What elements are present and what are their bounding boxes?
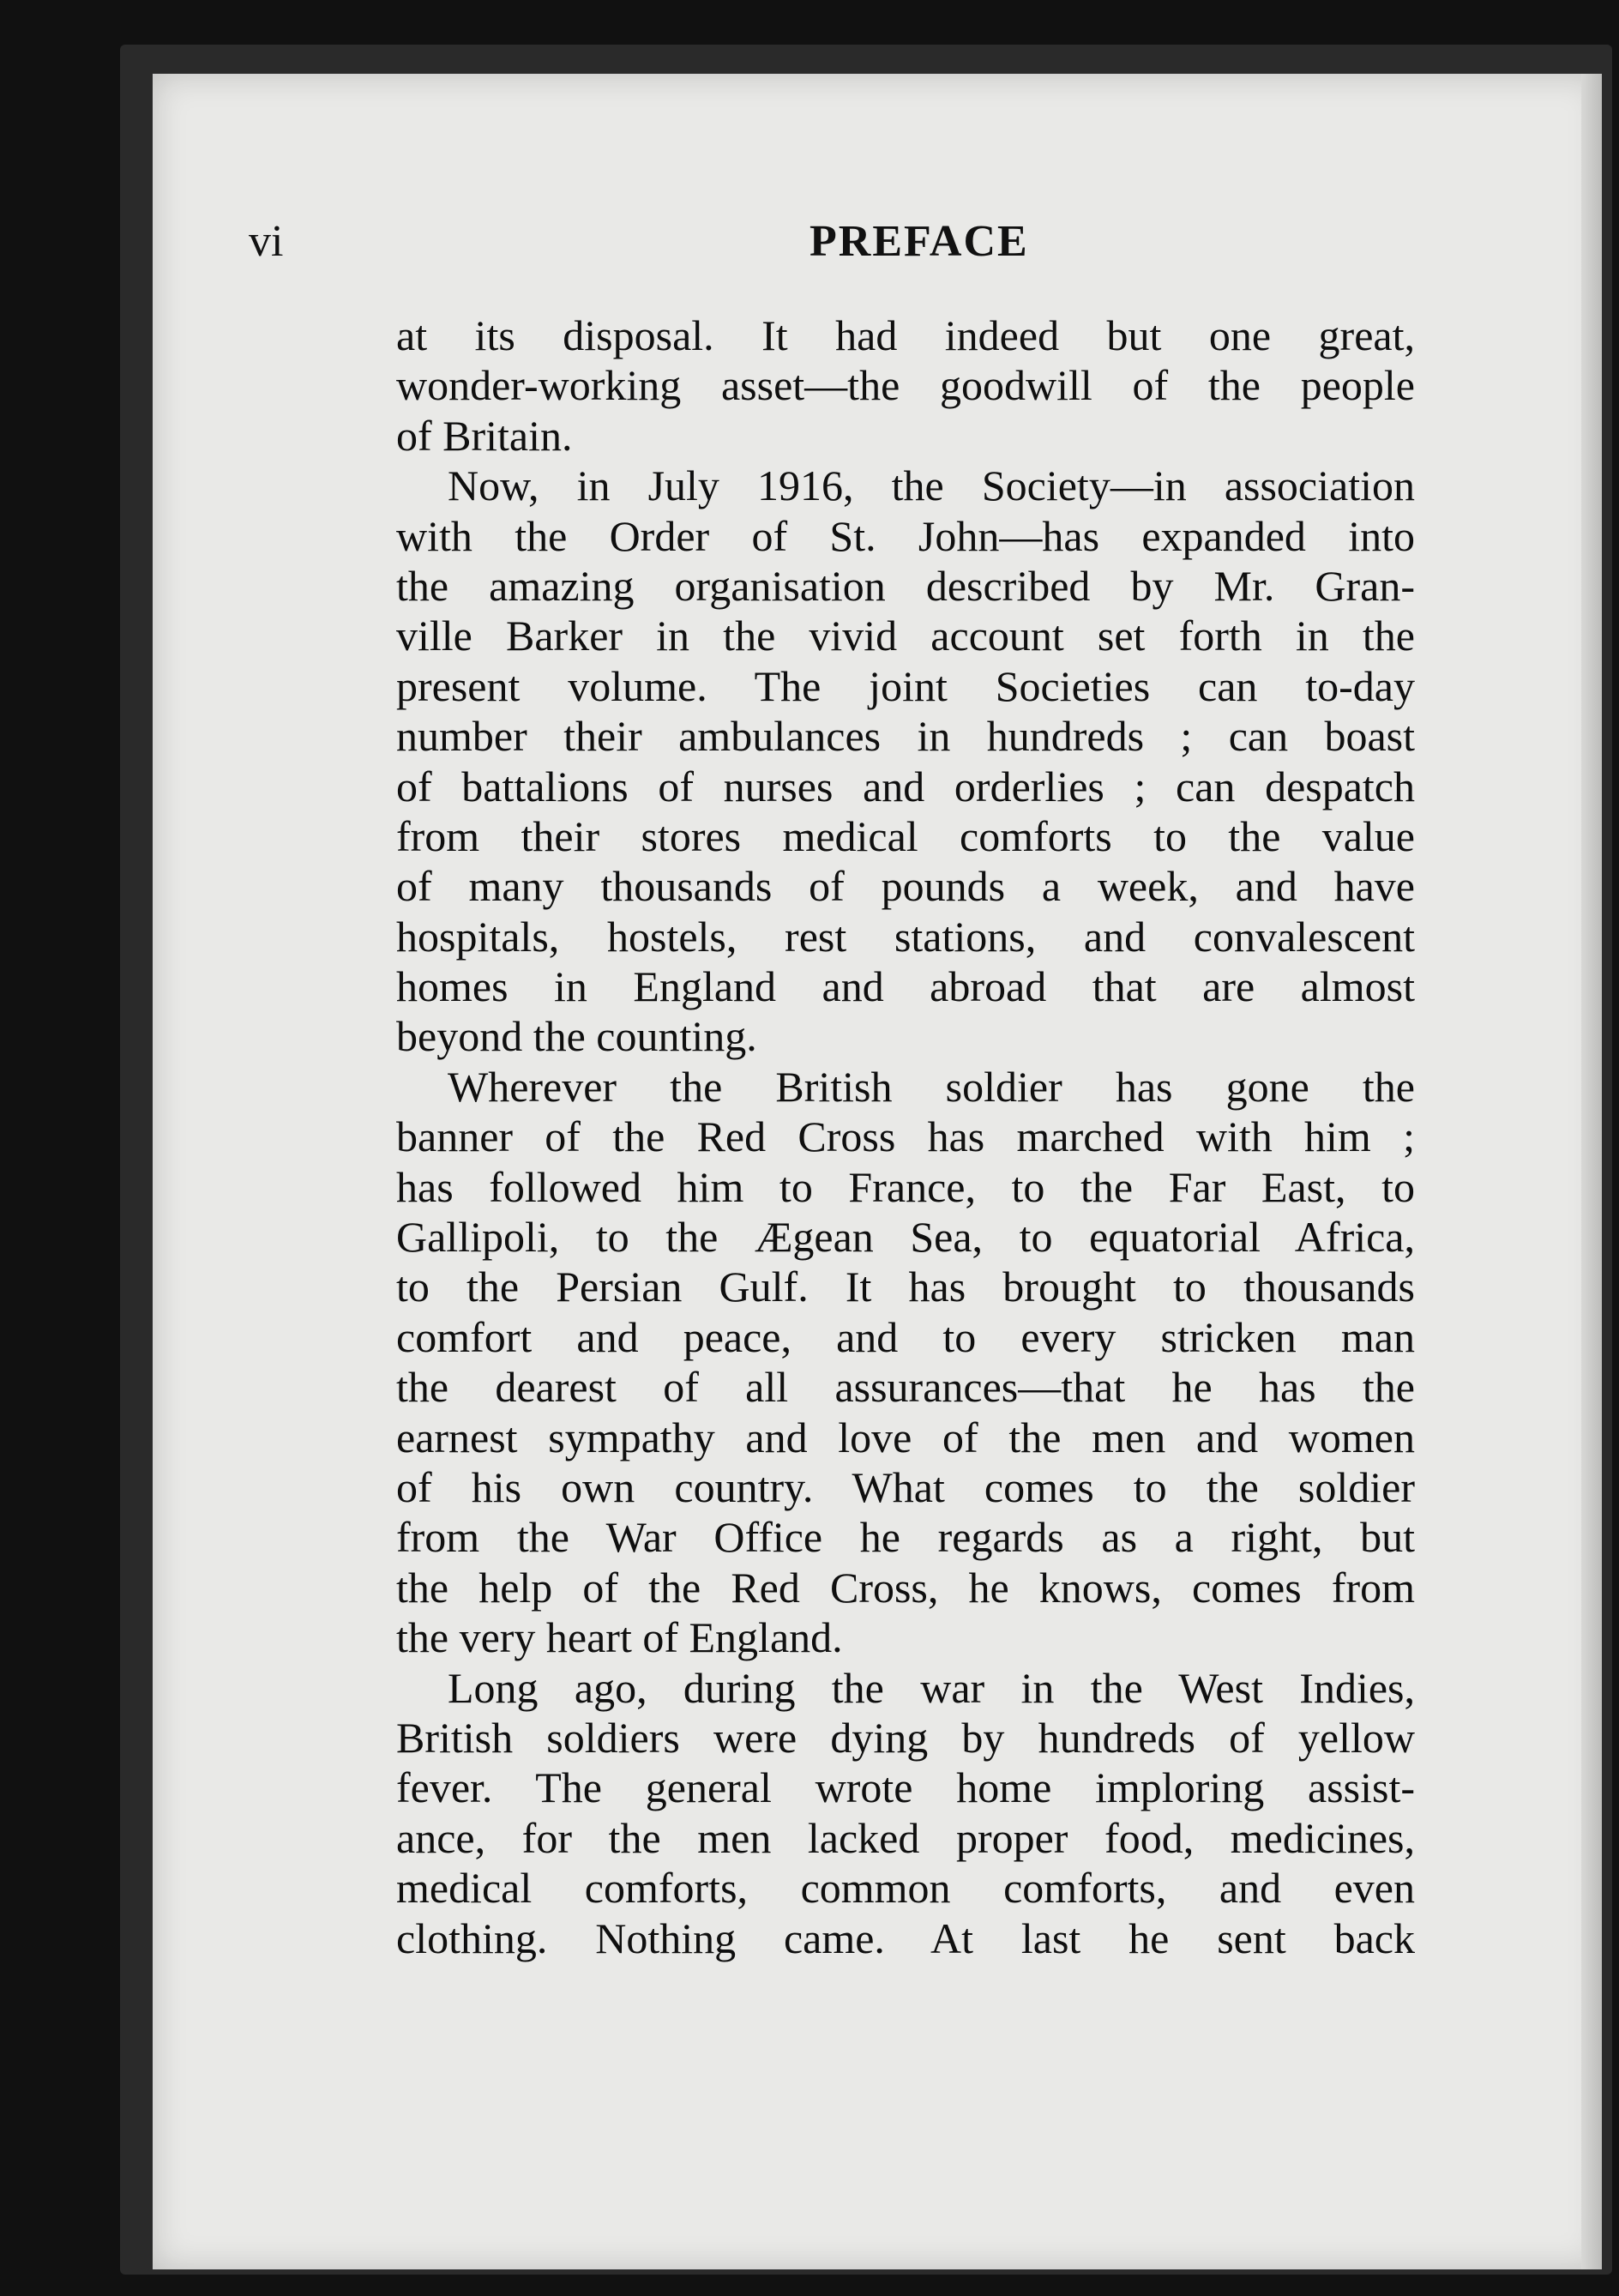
text-line: of many thousands of pounds a week, and have: [396, 862, 1415, 911]
text-line: with the Order of St. John—has expanded into: [396, 511, 1415, 560]
text-line: beyond the counting.: [396, 1012, 757, 1061]
text-line: banner of the Red Cross has marched with him ;: [396, 1112, 1415, 1161]
body-text: [396, 310, 1415, 1963]
text-line: of his own country. What comes to the soldier: [396, 1462, 1415, 1511]
text-line: clothing. Nothing came. At last he sent back: [396, 1913, 1415, 1962]
text-line: British soldiers were dying by hundreds of yellow: [396, 1713, 1415, 1762]
text-line: number their ambulances in hundreds ; can boast: [396, 712, 1415, 761]
text-line: ville Barker in the vivid account set forth in the: [396, 612, 1415, 660]
text-line: Long ago, during the war in the West Indies,: [448, 1663, 1415, 1712]
text-line: present volume. The joint Societies can to-day: [396, 661, 1415, 710]
text-line: at its disposal. It had indeed but one great,: [396, 311, 1415, 359]
page-fore-edge: [1581, 74, 1602, 2269]
text-line: of battalions of nurses and orderlies ; can despatch: [396, 762, 1415, 811]
text-line: of Britain.: [396, 411, 573, 460]
text-line: hospitals, hostels, rest stations, and convalescent: [396, 912, 1415, 961]
page-number: vi: [249, 217, 284, 266]
text-line: earnest sympathy and love of the men and women: [396, 1413, 1415, 1461]
text-line: the dearest of all assurances—that he has the: [396, 1363, 1415, 1412]
text-line: has followed him to France, to the Far East, to: [396, 1162, 1415, 1211]
text-line: homes in England and abroad that are almost: [396, 962, 1415, 1011]
text-line: the amazing organisation described by Mr. Gran-: [396, 561, 1415, 610]
text-line: the very heart of England.: [396, 1613, 843, 1662]
running-title: PREFACE: [810, 217, 1029, 266]
text-line: wonder-working asset—the goodwill of the people: [396, 361, 1415, 410]
text-line: Now, in July 1916, the Society—in association: [448, 461, 1415, 510]
text-line: medical comforts, common comforts, and even: [396, 1864, 1415, 1913]
text-line: ance, for the men lacked proper food, medicines,: [396, 1813, 1415, 1862]
text-line: comfort and peace, and to every stricken man: [396, 1312, 1415, 1361]
text-line: the help of the Red Cross, he knows, comes from: [396, 1563, 1415, 1612]
running-head: [249, 216, 1029, 276]
text-line: Gallipoli, to the Ægean Sea, to equatorial Africa,: [396, 1213, 1415, 1262]
text-line: Wherever the British soldier has gone the: [448, 1062, 1415, 1111]
text-line: fever. The general wrote home imploring assist-: [396, 1763, 1415, 1812]
text-line: to the Persian Gulf. It has brought to thousands: [396, 1262, 1415, 1311]
text-line: from their stores medical comforts to the value: [396, 811, 1415, 860]
text-line: from the War Office he regards as a right, but: [396, 1513, 1415, 1562]
